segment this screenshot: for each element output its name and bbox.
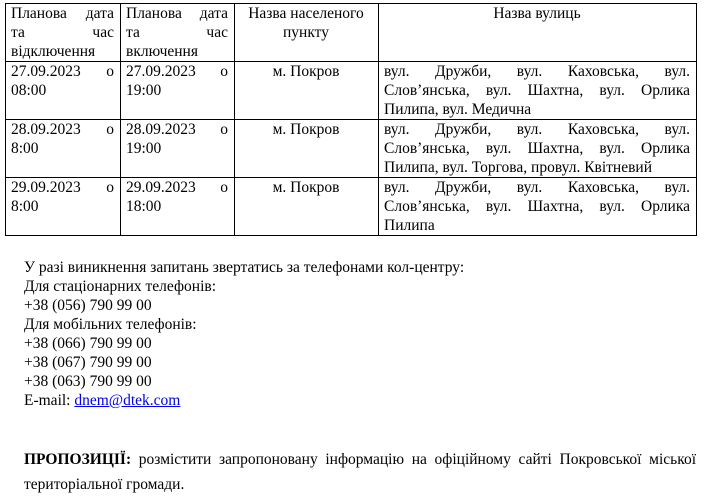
proposal-paragraph — [24, 447, 696, 497]
cell-start-time: 27.09.2023 о 08:00 — [6, 62, 121, 120]
landline-label: Для стаціонарних телефонів: — [24, 278, 217, 295]
proposal-lead: ПРОПОЗИЦІЇ: — [24, 450, 132, 468]
header-settlement: Назва населеного пункту — [235, 4, 379, 62]
mobile-label: Для мобільних телефонів: — [24, 316, 197, 333]
header-streets: Назва вулиць — [379, 4, 697, 62]
table-row — [6, 120, 697, 178]
cell-settlement: м. Покров — [235, 120, 379, 178]
cell-end-time: 29.09.2023 о 18:00 — [121, 178, 235, 236]
cell-start-time: 29.09.2023 о 8:00 — [6, 178, 121, 236]
cell-settlement: м. Покров — [235, 62, 379, 120]
email-link[interactable]: dnem@dtek.com — [74, 392, 181, 409]
cell-streets: вул. Дружби, вул. Каховська, вул. Слов’янська, вул. Шахтна, вул. Орлика Пилипа — [379, 178, 697, 236]
outage-schedule-table — [5, 3, 697, 236]
proposal-text: розмістити запропоновану інформацію на офіційному сайті Покровської міської територіальної громади. — [24, 450, 696, 493]
mobile-phone: +38 (066) 790 99 00 — [24, 335, 152, 352]
cell-end-time: 27.09.2023 о 19:00 — [121, 62, 235, 120]
contacts-intro: У разі виникнення запитань звертатись за телефонами кол-центру: — [24, 259, 465, 276]
mobile-phone: +38 (063) 790 99 00 — [24, 373, 152, 390]
header-start-time: Планова дата та час відключення — [6, 4, 121, 62]
table-header-row — [6, 4, 697, 62]
landline-phone: +38 (056) 790 99 00 — [24, 297, 152, 314]
contacts-block — [24, 258, 684, 410]
cell-streets: вул. Дружби, вул. Каховська, вул. Слов’янська, вул. Шахтна, вул. Орлика Пилипа, вул. Медична — [379, 62, 697, 120]
cell-end-time: 28.09.2023 о 19:00 — [121, 120, 235, 178]
email-label: E-mail: — [24, 392, 75, 409]
cell-start-time: 28.09.2023 о 8:00 — [6, 120, 121, 178]
email-line — [24, 391, 684, 410]
cell-settlement: м. Покров — [235, 178, 379, 236]
table-row — [6, 178, 697, 236]
header-end-time: Планова дата та час включення — [121, 4, 235, 62]
table-row — [6, 62, 697, 120]
cell-streets: вул. Дружби, вул. Каховська, вул. Слов’янська, вул. Шахтна, вул. Орлика Пилипа, вул. Торгова, провул. Квітневий — [379, 120, 697, 178]
mobile-phone: +38 (067) 790 99 00 — [24, 354, 152, 371]
